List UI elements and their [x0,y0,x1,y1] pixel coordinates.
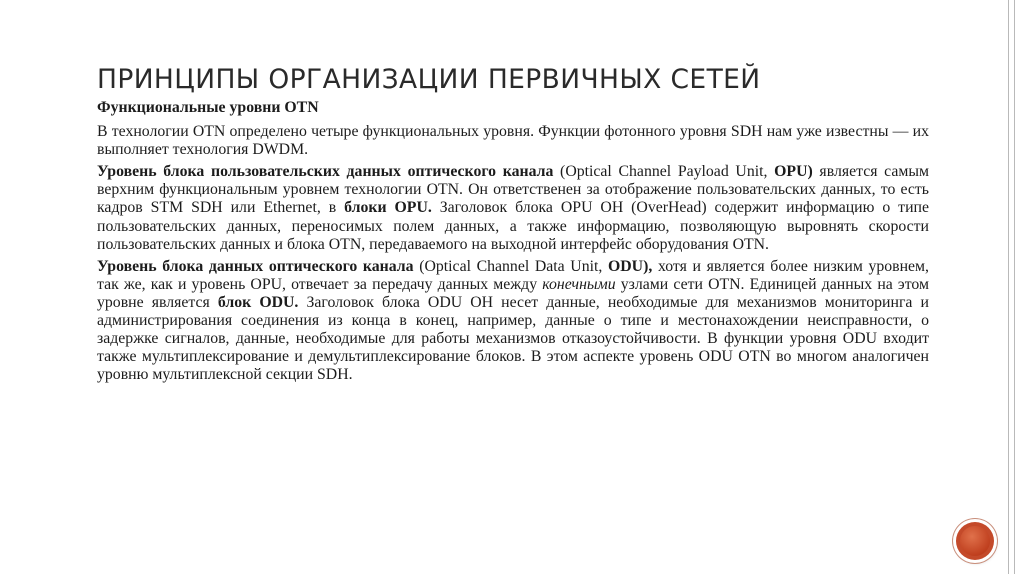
decorative-border-line [1008,0,1009,574]
slide-body [97,99,929,388]
opu-text-2: является самым верхним функциональным уровнем технологии OTN. Он ответственен за отображение пользовательских данных, то есть кадров STM SDH или Ethernet, в [97,163,929,217]
slide-title: ПРИНЦИПЫ ОРГАНИЗАЦИИ ПЕРВИЧНЫХ СЕТЕЙ [97,63,761,95]
subheading: Функциональные уровни OTN [97,99,319,116]
odu-text-2: хотя и является более низким уровнем, так же, как и уровень OPU, отвечает за передачу данных между [97,257,930,293]
odu-block-term: блок ODU. [217,293,299,311]
paragraph-intro: В технологии OTN определено четыре функциональных уровня. Функции фотонного уровня SDH нам уже известны — их выполняет технология DWDM. [97,123,929,159]
slide-nav-button[interactable] [956,522,994,560]
opu-abbrev: OPU) [774,163,813,181]
opu-text-3: Заголовок блока OPU OH (OverHead) содержит информацию о типе пользовательских данных, переносимых полем данных, а также информацию, позволяющую выровнять скорости пользовательских данных и блока OTN, передаваемого на выходной интерфейс оборудования OTN. [97,199,929,253]
nav-button-face [960,526,990,556]
odu-term: Уровень блока данных оптического канала [97,257,414,275]
opu-term: Уровень блока пользовательских данных оптического канала [97,163,554,181]
paragraph-opu [97,163,929,253]
odu-text-3: узлами сети OTN. Единицей данных на этом уровне является [97,275,929,311]
odu-text-4: Заголовок блока ODU OH несет данные, необходимые для механизмов мониторинга и администрирования соединения из конца в конец, например, данные о типе и местонахождении неисправности, о задержке сигналов, данные, необходимые для работы механизмов отказоустойчивости. В функции уровня ODU входит также мультиплексирование и демультиплексирование блоков. В этом аспекте уровень ODU OTN во многом аналогичен уровню мультиплексной секции SDH. [97,293,929,384]
paragraph-odu [97,258,929,385]
odu-abbrev: ODU), [607,257,653,275]
odu-text-1: (Optical Channel Data Unit, [413,257,608,275]
decorative-border-line [1014,0,1015,574]
opu-text-1: (Optical Channel Payload Unit, [553,163,775,181]
opu-blocks-term: блоки OPU. [344,199,432,217]
odu-italic-word: конечными [542,275,616,293]
